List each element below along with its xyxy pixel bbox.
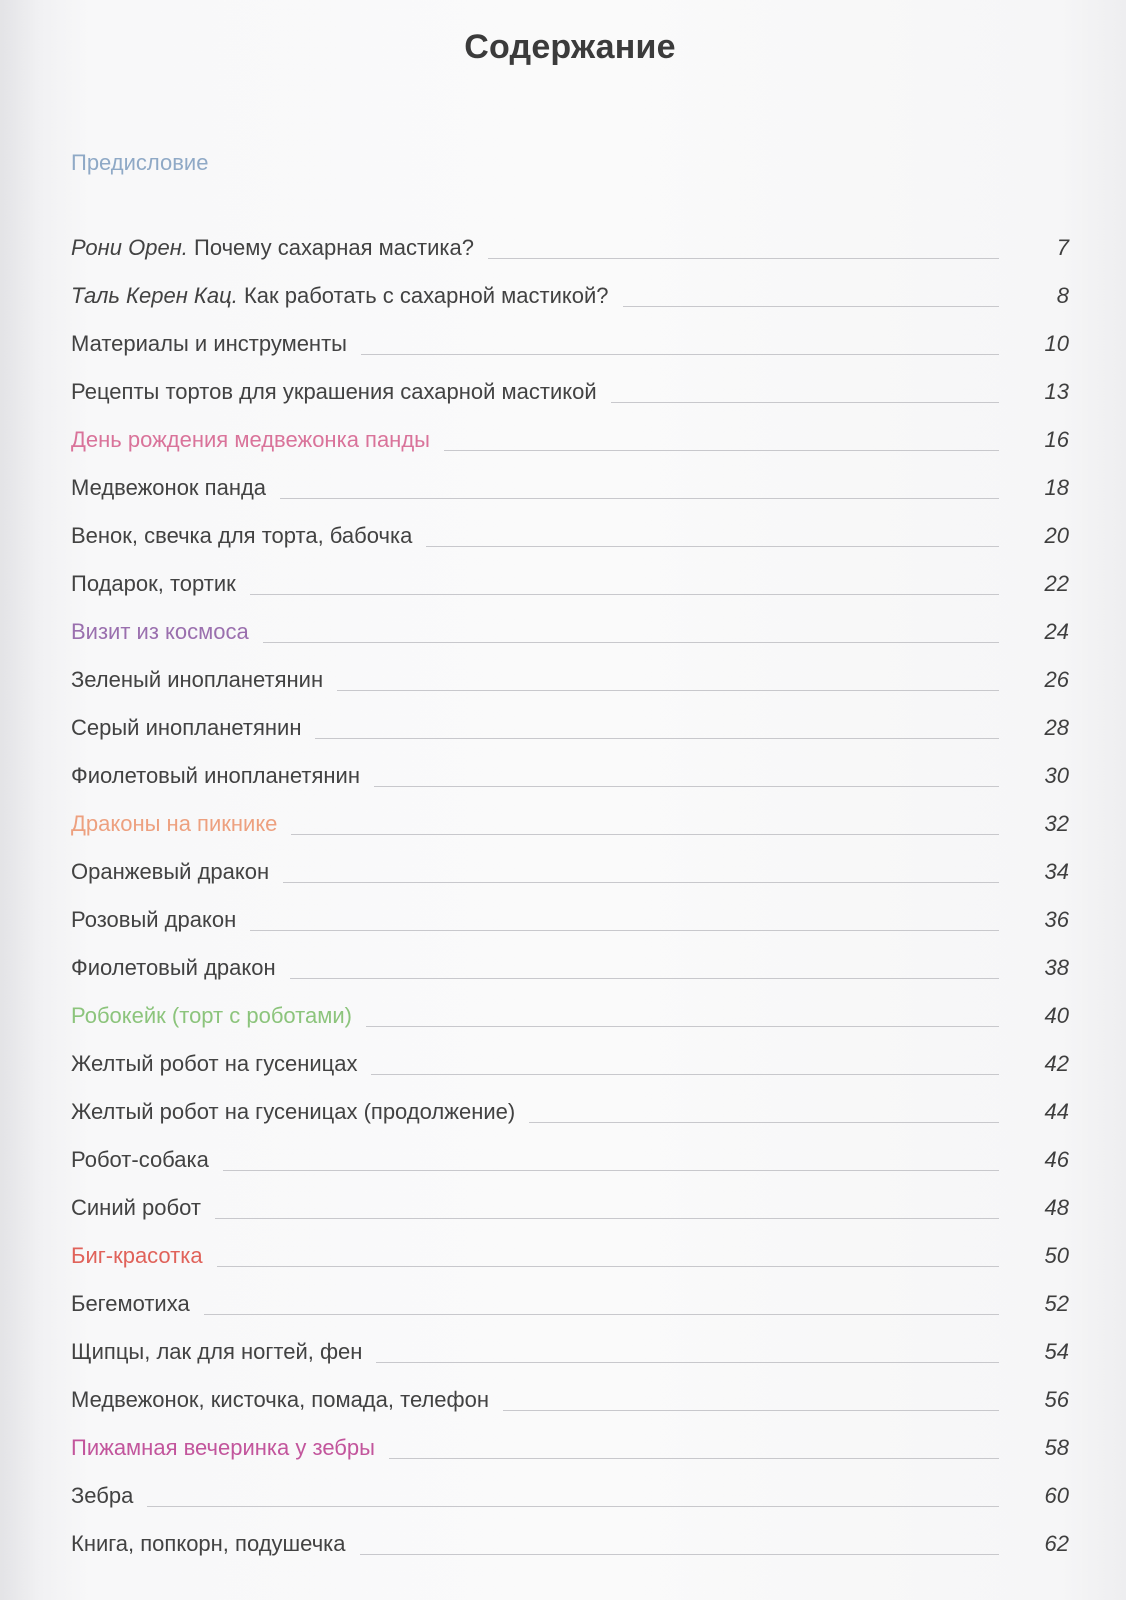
- leader-line: [215, 1218, 999, 1219]
- toc-entry[interactable]: [71, 462, 1069, 510]
- table-of-contents: [71, 222, 1069, 1566]
- toc-entry[interactable]: [71, 894, 1069, 942]
- toc-entry[interactable]: [71, 1086, 1069, 1134]
- leader-line: [376, 1362, 999, 1363]
- page-number: 8: [1056, 283, 1069, 308]
- toc-section-beauty[interactable]: [71, 1230, 1069, 1278]
- toc-entry[interactable]: [71, 1038, 1069, 1086]
- toc-section-space[interactable]: [71, 606, 1069, 654]
- toc-entry[interactable]: [71, 702, 1069, 750]
- author-name: Таль Керен Кац.: [71, 283, 238, 308]
- page-number: 24: [1044, 619, 1069, 644]
- page-number: 56: [1044, 1387, 1069, 1412]
- toc-section-robots[interactable]: [71, 990, 1069, 1038]
- toc-entry[interactable]: [71, 1326, 1069, 1374]
- toc-entry[interactable]: [71, 366, 1069, 414]
- page-number: 32: [1044, 811, 1069, 836]
- page-number: 48: [1044, 1195, 1069, 1220]
- toc-entry-title: Желтый робот на гусеницах: [71, 1051, 358, 1076]
- page-number: 52: [1044, 1291, 1069, 1316]
- toc-entry-title: Оранжевый дракон: [71, 859, 270, 884]
- leader-line: [529, 1122, 999, 1123]
- leader-line: [337, 690, 999, 691]
- toc-entry[interactable]: [71, 1278, 1069, 1326]
- toc-entry-title: Серый инопланетянин: [71, 715, 302, 740]
- leader-line: [366, 1026, 999, 1027]
- toc-entry[interactable]: [71, 1374, 1069, 1422]
- section-title: Драконы на пикнике: [71, 811, 278, 836]
- leader-line: [283, 882, 999, 883]
- author-name: Рони Орен.: [71, 235, 188, 260]
- leader-line: [389, 1458, 999, 1459]
- leader-line: [444, 450, 999, 451]
- toc-entry-title: Медвежонок панда: [71, 475, 267, 500]
- leader-line: [291, 834, 999, 835]
- page-number: 22: [1044, 571, 1069, 596]
- preface-heading: Предисловие: [71, 150, 209, 175]
- leader-line: [374, 786, 999, 787]
- toc-entry-title: [71, 283, 609, 309]
- leader-line: [217, 1266, 999, 1267]
- page-number: 50: [1044, 1243, 1069, 1268]
- page-number: 46: [1044, 1147, 1069, 1172]
- toc-entry-title: Желтый робот на гусеницах (продолжение): [71, 1099, 516, 1124]
- section-title: День рождения медвежонка панды: [71, 427, 430, 452]
- toc-entry-title: Фиолетовый дракон: [71, 955, 276, 980]
- toc-entry[interactable]: [71, 1470, 1069, 1518]
- leader-line: [623, 306, 1000, 307]
- toc-entry[interactable]: [71, 942, 1069, 990]
- page-number: 34: [1044, 859, 1069, 884]
- page-title: Содержание: [464, 28, 676, 66]
- toc-section-dragons[interactable]: [71, 798, 1069, 846]
- page-number: 54: [1044, 1339, 1069, 1364]
- page-number: 13: [1044, 379, 1069, 404]
- entry-title-text: Почему сахарная мастика?: [187, 235, 474, 260]
- page-number: 40: [1044, 1003, 1069, 1028]
- page-number: 7: [1056, 235, 1069, 260]
- toc-entry[interactable]: [71, 1134, 1069, 1182]
- leader-line: [250, 930, 999, 931]
- toc-section-zebra[interactable]: [71, 1422, 1069, 1470]
- page-number: 44: [1044, 1099, 1069, 1124]
- leader-line: [223, 1170, 999, 1171]
- toc-entry-title: Бегемотиха: [71, 1291, 190, 1316]
- leader-line: [147, 1506, 999, 1507]
- section-title: Робокейк (торт с роботами): [71, 1003, 352, 1028]
- toc-entry-title: Зебра: [71, 1483, 134, 1508]
- toc-entry-title: Рецепты тортов для украшения сахарной мастикой: [71, 379, 597, 404]
- toc-section-panda[interactable]: [71, 414, 1069, 462]
- toc-entry-author-oren[interactable]: [71, 222, 1069, 270]
- toc-entry-author-kats[interactable]: [71, 270, 1069, 318]
- page-number: 16: [1044, 427, 1069, 452]
- page-number: 20: [1044, 523, 1069, 548]
- page-number: 10: [1044, 331, 1069, 356]
- page-number: 62: [1044, 1531, 1069, 1556]
- leader-line: [280, 498, 999, 499]
- leader-line: [371, 1074, 999, 1075]
- leader-line: [204, 1314, 999, 1315]
- entry-title-text: Как работать с сахарной мастикой?: [237, 283, 609, 308]
- toc-entry-title: Книга, попкорн, подушечка: [71, 1531, 346, 1556]
- toc-entry[interactable]: [71, 1182, 1069, 1230]
- toc-entry-title: Подарок, тортик: [71, 571, 236, 596]
- leader-line: [488, 258, 999, 259]
- page-number: 60: [1044, 1483, 1069, 1508]
- section-title: Биг-красотка: [71, 1243, 203, 1268]
- leader-line: [315, 738, 999, 739]
- section-title: Пижамная вечеринка у зебры: [71, 1435, 375, 1460]
- page-number: 28: [1044, 715, 1069, 740]
- toc-entry[interactable]: [71, 654, 1069, 702]
- page-number: 18: [1044, 475, 1069, 500]
- leader-line: [263, 642, 999, 643]
- section-title: Визит из космоса: [71, 619, 249, 644]
- toc-entry[interactable]: [71, 1518, 1069, 1566]
- page-number: 36: [1044, 907, 1069, 932]
- leader-line: [360, 1554, 1000, 1555]
- leader-line: [290, 978, 999, 979]
- page-number: 42: [1044, 1051, 1069, 1076]
- toc-entry[interactable]: [71, 510, 1069, 558]
- page-number: 30: [1044, 763, 1069, 788]
- page-number: 26: [1044, 667, 1069, 692]
- leader-line: [361, 354, 999, 355]
- leader-line: [611, 402, 999, 403]
- toc-entry[interactable]: [71, 750, 1069, 798]
- leader-line: [503, 1410, 999, 1411]
- toc-entry-title: Синий робот: [71, 1195, 201, 1220]
- toc-entry-title: Фиолетовый инопланетянин: [71, 763, 360, 788]
- toc-entry-title: Розовый дракон: [71, 907, 237, 932]
- toc-entry[interactable]: [71, 846, 1069, 894]
- toc-entry-title: Робот-собака: [71, 1147, 209, 1172]
- toc-entry[interactable]: [71, 318, 1069, 366]
- page-number: 58: [1044, 1435, 1069, 1460]
- toc-entry-title: Зеленый инопланетянин: [71, 667, 324, 692]
- toc-entry-title: Венок, свечка для торта, бабочка: [71, 523, 413, 548]
- page-number: 38: [1044, 955, 1069, 980]
- toc-entry-title: Щипцы, лак для ногтей, фен: [71, 1339, 363, 1364]
- toc-entry-title: Материалы и инструменты: [71, 331, 347, 356]
- leader-line: [426, 546, 999, 547]
- toc-entry-title: Медвежонок, кисточка, помада, телефон: [71, 1387, 489, 1412]
- toc-entry[interactable]: [71, 558, 1069, 606]
- toc-entry-title: [71, 235, 474, 261]
- leader-line: [250, 594, 999, 595]
